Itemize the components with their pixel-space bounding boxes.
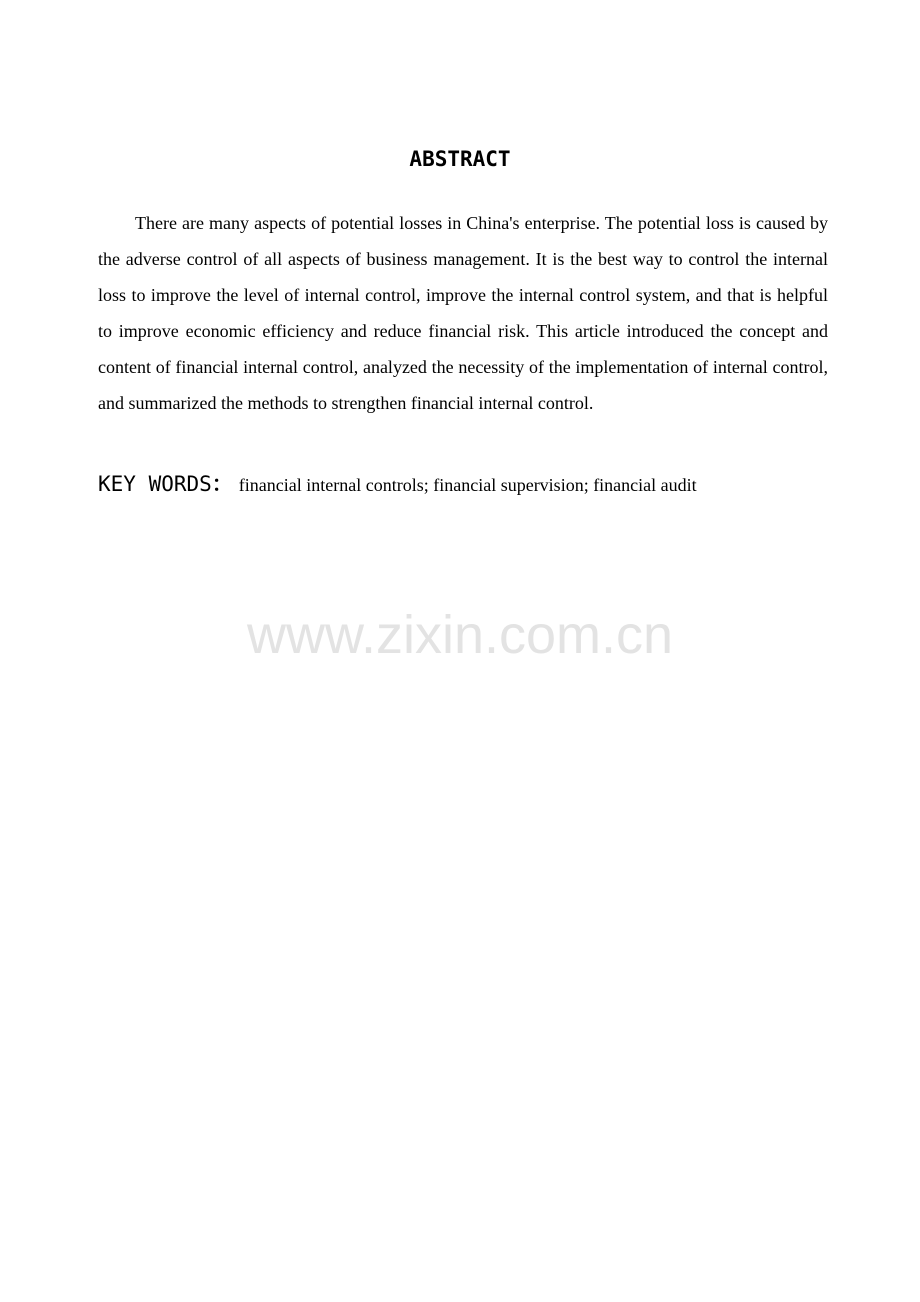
keywords-colon: ： xyxy=(211,472,233,496)
keywords-text: financial internal controls; financial supervision; financial audit xyxy=(238,475,697,495)
keywords-label: KEY WORDS xyxy=(98,472,212,496)
abstract-title: ABSTRACT xyxy=(409,147,511,171)
watermark-text: www.zixin.com.cn xyxy=(246,605,674,665)
abstract-paragraph: There are many aspects of potential losses in China's enterprise. The potential loss is caused by the adverse control of all aspects of business management. It is the best way to control the internal loss to improve the level of internal control, improve the internal control system, and that is helpful to improve economic efficiency and reduce financial risk. This article introduced the concept and content of financial internal control, analyzed the necessity of the implementation of internal control, and summarized the methods to strengthen financial internal control. xyxy=(98,213,828,413)
keywords-line xyxy=(98,468,828,498)
